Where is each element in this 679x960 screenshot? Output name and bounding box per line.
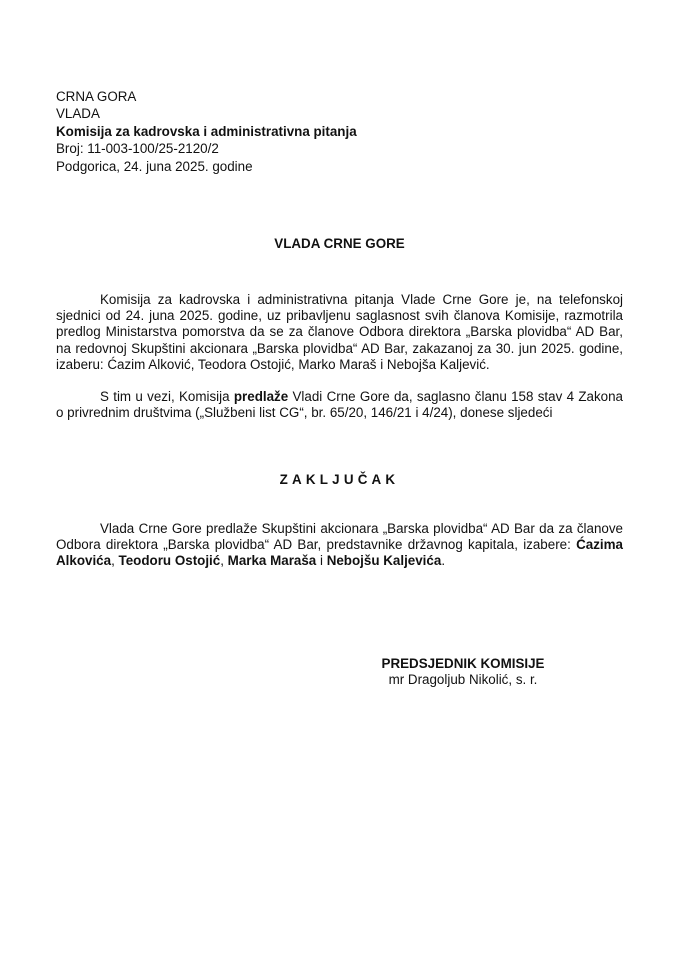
signatory-name: mr Dragoljub Nikolić, s. r. bbox=[388, 672, 538, 687]
paragraph-2-intro: S tim u vezi, Komisija bbox=[100, 389, 234, 404]
nominee-name: Nebojšu Kaljevića bbox=[326, 553, 442, 569]
country-name: CRNA GORA bbox=[56, 89, 137, 104]
separator: i bbox=[316, 553, 327, 569]
nominee-name: Ćazima Alkovića bbox=[56, 537, 623, 569]
body-paragraph-2 bbox=[56, 389, 623, 421]
conclusion-text: Vlada Crne Gore predlaže Skupštini akcionara „Barska plovidba“ AD Bar da za članove Odbora direktora „Barska plovidba“ AD Bar, predstavnike državnog kapitala, izabere: bbox=[56, 521, 623, 553]
signatory-role: PREDSJEDNIK KOMISIJE bbox=[381, 656, 545, 671]
body-paragraph-1: Komisija za kadrovska i administrativna pitanja Vlade Crne Gore je, na telefonskoj sjednici od 24. juna 2025. godine, uz pribavljenu saglasnost svih članova Komisije, razmotrila predlog Ministarstva pomorstva da se za članove Odbora direktora „Barska plovidba“ AD Bar, na redovnoj Skupštini akcionara „Barska plovidba“ AD Bar, zakazanoj za 30. jun 2025. godine, izaberu: Ćazim Alković, Teodora Ostojić, Marko Maraš i Nebojša Kaljević. bbox=[56, 292, 623, 372]
conclusion-paragraph bbox=[56, 521, 623, 570]
paragraph-2-emphasis: predlaže bbox=[233, 389, 289, 404]
place-and-date: Podgorica, 24. juna 2025. godine bbox=[56, 158, 253, 174]
signature-block bbox=[374, 656, 552, 688]
nominee-name: Teodoru Ostojić bbox=[118, 553, 221, 569]
conclusion-heading: ZAKLJUČAK bbox=[279, 472, 400, 487]
sentence-end: . bbox=[441, 553, 446, 569]
commission-name: Komisija za kadrovska i administrativna pitanja bbox=[56, 123, 357, 139]
document-number: Broj: 11-003-100/25-2120/2 bbox=[56, 141, 219, 157]
document-header bbox=[56, 88, 357, 175]
nominee-name: Marka Maraša bbox=[227, 553, 317, 569]
institution-name: VLADA bbox=[56, 106, 100, 122]
separator: , bbox=[220, 553, 228, 569]
paragraph-2-rest: Vladi Crne Gore da, saglasno članu 158 stav 4 Zakona o privrednim društvima („Službeni list CG“, br. 65/20, 146/21 i 4/24), donese sljedeći bbox=[56, 389, 624, 421]
addressee-title: VLADA CRNE GORE bbox=[274, 236, 405, 251]
separator: , bbox=[111, 553, 119, 569]
